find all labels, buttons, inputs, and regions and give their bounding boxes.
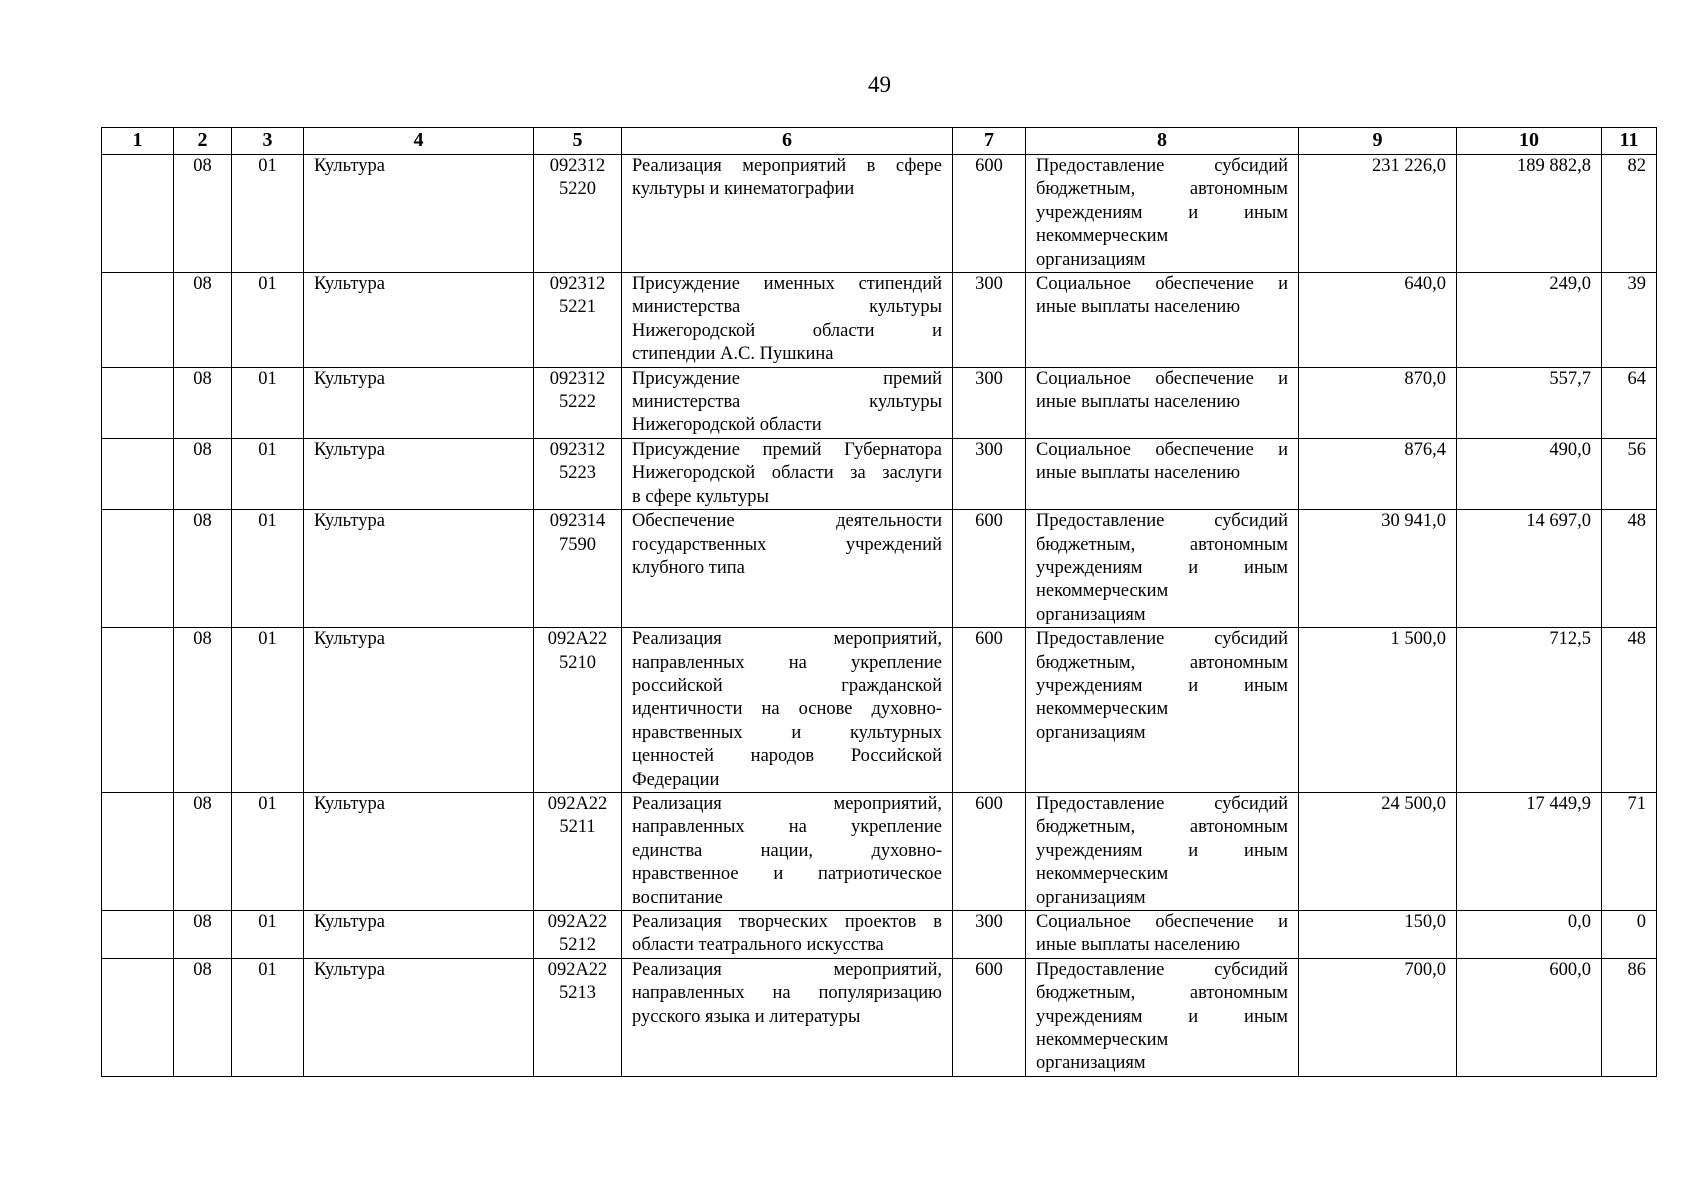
target-article-part: 092312 [549, 156, 606, 176]
column-header-11: 11 [1602, 128, 1657, 155]
executed-amount-cell: 712,5 [1457, 628, 1602, 793]
program-description-cell [622, 958, 953, 1076]
planned-amount-cell: 24 500,0 [1299, 792, 1457, 910]
text-line: бюджетным, автономным [1036, 534, 1288, 555]
section-code-cell: 08 [174, 367, 232, 438]
text-line: Социальное обеспечение и [1036, 439, 1288, 460]
execution-percent-cell: 56 [1602, 438, 1657, 509]
row-number-cell [102, 367, 174, 438]
expense-type-name-cell [1026, 273, 1299, 368]
target-article-part: 5211 [559, 817, 596, 838]
execution-percent-cell: 48 [1602, 628, 1657, 793]
subsection-code-cell: 01 [232, 628, 304, 793]
section-code-cell: 08 [174, 911, 232, 959]
text-line: учреждениям и иным [1036, 1006, 1288, 1027]
text-line: Реализация мероприятий, [632, 793, 942, 814]
text-line: некоммерческим [1036, 864, 1169, 885]
column-header-2: 2 [174, 128, 232, 155]
executed-amount-cell: 189 882,8 [1457, 155, 1602, 273]
text-line: бюджетным, автономным [1036, 652, 1288, 673]
target-article-cell [534, 792, 622, 910]
text-line: Социальное обеспечение и [1036, 368, 1288, 389]
planned-amount-cell: 870,0 [1299, 367, 1457, 438]
column-header-7: 7 [953, 128, 1026, 155]
target-article-part: 5223 [559, 463, 596, 484]
text-line: Присуждение премий [632, 368, 942, 389]
row-number-cell [102, 438, 174, 509]
target-article-part: 5210 [559, 652, 596, 673]
text-line: Реализация мероприятий, [632, 629, 942, 650]
table-row [102, 438, 1657, 509]
table-row [102, 367, 1657, 438]
text-line: русского языка и литературы [632, 1006, 861, 1027]
planned-amount-cell: 640,0 [1299, 273, 1457, 368]
subsection-code-cell: 01 [232, 273, 304, 368]
column-header-8: 8 [1026, 128, 1299, 155]
program-description-cell [622, 273, 953, 368]
text-line: бюджетным, автономным [1036, 179, 1288, 200]
column-header-1: 1 [102, 128, 174, 155]
column-header-9: 9 [1299, 128, 1457, 155]
text-line: некоммерческим [1036, 699, 1169, 720]
expense-type-name-cell [1026, 958, 1299, 1076]
subsection-code-cell: 01 [232, 958, 304, 1076]
program-description-cell [622, 367, 953, 438]
target-article-part: 7590 [559, 534, 596, 555]
table-header-row [102, 128, 1657, 155]
subsection-code-cell: 01 [232, 438, 304, 509]
expense-type-cell: 600 [953, 510, 1026, 628]
text-line: организациям [1036, 249, 1146, 270]
text-line: Предоставление субсидий [1036, 959, 1288, 980]
text-line: Присуждение именных стипендий [632, 274, 942, 295]
expense-type-cell: 300 [953, 438, 1026, 509]
text-line: нравственное и патриотическое [632, 864, 942, 885]
text-line: организациям [1036, 1053, 1146, 1074]
budget-table [101, 127, 1657, 1077]
target-article-part: 092314 [549, 511, 606, 532]
planned-amount-cell: 876,4 [1299, 438, 1457, 509]
text-line: Обеспечение деятельности [632, 511, 942, 532]
column-header-6: 6 [622, 128, 953, 155]
text-line: Предоставление субсидий [1036, 511, 1288, 532]
executed-amount-cell: 557,7 [1457, 367, 1602, 438]
target-article-cell [534, 628, 622, 793]
target-article-part: 092312 [549, 439, 606, 460]
section-code-cell: 08 [174, 792, 232, 910]
row-number-cell [102, 510, 174, 628]
text-line: направленных на укрепление [632, 652, 942, 673]
text-line: Реализация творческих проектов в [632, 912, 942, 932]
text-line: министерства культуры [632, 297, 942, 318]
execution-percent-cell: 0 [1602, 911, 1657, 959]
text-line: некоммерческим [1036, 226, 1169, 247]
row-number-cell [102, 958, 174, 1076]
text-line: Социальное обеспечение и [1036, 912, 1288, 932]
execution-percent-cell: 48 [1602, 510, 1657, 628]
text-line: иные выплаты населению [1036, 297, 1241, 318]
section-code-cell: 08 [174, 273, 232, 368]
text-line: иные выплаты населению [1036, 392, 1241, 413]
execution-percent-cell: 71 [1602, 792, 1657, 910]
program-description-cell [622, 438, 953, 509]
target-article-part: 092312 [549, 274, 606, 295]
text-line: некоммерческим [1036, 1030, 1169, 1051]
subsection-code-cell: 01 [232, 792, 304, 910]
text-line: Реализация мероприятий, [632, 959, 942, 980]
expense-type-name-cell [1026, 628, 1299, 793]
executed-amount-cell: 0,0 [1457, 911, 1602, 959]
expense-type-cell: 300 [953, 911, 1026, 959]
executed-amount-cell: 14 697,0 [1457, 510, 1602, 628]
target-article-part: 092312 [549, 368, 606, 389]
column-header-4: 4 [304, 128, 534, 155]
expense-type-cell: 300 [953, 367, 1026, 438]
target-article-part: 5222 [559, 392, 596, 413]
text-line: Предоставление субсидий [1036, 156, 1288, 176]
row-number-cell [102, 628, 174, 793]
text-line: направленных на укрепление [632, 817, 942, 838]
row-number-cell [102, 155, 174, 273]
section-name-cell: Культура [304, 273, 534, 368]
target-article-cell [534, 155, 622, 273]
target-article-cell [534, 367, 622, 438]
row-number-cell [102, 911, 174, 959]
target-article-cell [534, 911, 622, 959]
section-name-cell: Культура [304, 155, 534, 273]
expense-type-cell: 600 [953, 628, 1026, 793]
text-line: учреждениям и иным [1036, 202, 1288, 223]
section-name-cell: Культура [304, 958, 534, 1076]
text-line: Нижегородской области за заслуги [632, 463, 942, 484]
text-line: воспитание [632, 887, 723, 908]
expense-type-name-cell [1026, 911, 1299, 959]
text-line: государственных учреждений [632, 534, 942, 555]
target-article-part: 5212 [559, 935, 596, 956]
table-row [102, 958, 1657, 1076]
table-row [102, 273, 1657, 368]
target-article-part: 092A22 [547, 959, 608, 980]
planned-amount-cell: 150,0 [1299, 911, 1457, 959]
text-line: Предоставление субсидий [1036, 793, 1288, 814]
section-name-cell: Культура [304, 510, 534, 628]
page-number: 49 [868, 72, 891, 97]
text-line: организациям [1036, 722, 1146, 743]
subsection-code-cell: 01 [232, 155, 304, 273]
text-line: Федерации [632, 769, 720, 790]
text-line: нравственных и культурных [632, 722, 942, 743]
text-line: клубного типа [632, 557, 745, 578]
program-description-cell [622, 155, 953, 273]
text-line: организациям [1036, 604, 1146, 625]
executed-amount-cell: 600,0 [1457, 958, 1602, 1076]
text-line: единства нации, духовно- [632, 840, 942, 861]
text-line: в сфере культуры [632, 486, 769, 507]
text-line: некоммерческим [1036, 581, 1169, 602]
expense-type-cell: 600 [953, 155, 1026, 273]
executed-amount-cell: 249,0 [1457, 273, 1602, 368]
row-number-cell [102, 273, 174, 368]
table-body [102, 155, 1657, 1077]
text-line: российской гражданской [632, 675, 942, 696]
text-line: учреждениям и иным [1036, 557, 1288, 578]
text-line: Присуждение премий Губернатора [632, 439, 942, 460]
program-description-cell [622, 510, 953, 628]
section-name-cell: Культура [304, 911, 534, 959]
subsection-code-cell: 01 [232, 510, 304, 628]
target-article-cell [534, 510, 622, 628]
section-code-cell: 08 [174, 510, 232, 628]
text-line: Нижегородской области [632, 415, 822, 436]
target-article-part: 092A22 [547, 629, 608, 650]
section-name-cell: Культура [304, 628, 534, 793]
expense-type-name-cell [1026, 792, 1299, 910]
text-line: бюджетным, автономным [1036, 983, 1288, 1004]
execution-percent-cell: 82 [1602, 155, 1657, 273]
target-article-part: 092A22 [547, 793, 608, 814]
column-header-10: 10 [1457, 128, 1602, 155]
text-line: Реализация мероприятий в сфере [632, 156, 942, 176]
execution-percent-cell: 39 [1602, 273, 1657, 368]
target-article-part: 5221 [559, 297, 596, 318]
text-line: бюджетным, автономным [1036, 817, 1288, 838]
planned-amount-cell: 700,0 [1299, 958, 1457, 1076]
section-name-cell: Культура [304, 438, 534, 509]
execution-percent-cell: 86 [1602, 958, 1657, 1076]
text-line: Социальное обеспечение и [1036, 274, 1288, 295]
target-article-cell [534, 438, 622, 509]
section-code-cell: 08 [174, 438, 232, 509]
expense-type-cell: 600 [953, 958, 1026, 1076]
expense-type-name-cell [1026, 367, 1299, 438]
table-row [102, 792, 1657, 910]
expense-type-name-cell [1026, 510, 1299, 628]
text-line: ценностей народов Российской [632, 746, 942, 767]
text-line: иные выплаты населению [1036, 463, 1241, 484]
section-code-cell: 08 [174, 958, 232, 1076]
text-line: иные выплаты населению [1036, 935, 1241, 956]
expense-type-cell: 300 [953, 273, 1026, 368]
subsection-code-cell: 01 [232, 367, 304, 438]
target-article-part: 5213 [559, 983, 596, 1004]
table-row [102, 911, 1657, 959]
target-article-cell [534, 273, 622, 368]
text-line: Нижегородской области и [632, 320, 942, 341]
target-article-part: 5220 [559, 179, 596, 200]
planned-amount-cell: 231 226,0 [1299, 155, 1457, 273]
table-row [102, 628, 1657, 793]
row-number-cell [102, 792, 174, 910]
planned-amount-cell: 1 500,0 [1299, 628, 1457, 793]
executed-amount-cell: 17 449,9 [1457, 792, 1602, 910]
subsection-code-cell: 01 [232, 911, 304, 959]
expense-type-name-cell [1026, 438, 1299, 509]
target-article-part: 092A22 [547, 912, 608, 932]
executed-amount-cell: 490,0 [1457, 438, 1602, 509]
program-description-cell [622, 911, 953, 959]
text-line: области театрального искусства [632, 935, 884, 956]
text-line: культуры и кинематографии [632, 179, 855, 200]
text-line: направленных на популяризацию [632, 983, 942, 1004]
section-name-cell: Культура [304, 367, 534, 438]
program-description-cell [622, 628, 953, 793]
text-line: учреждениям и иным [1036, 675, 1288, 696]
text-line: организациям [1036, 887, 1146, 908]
program-description-cell [622, 792, 953, 910]
section-code-cell: 08 [174, 155, 232, 273]
expense-type-name-cell [1026, 155, 1299, 273]
text-line: идентичности на основе духовно- [632, 699, 942, 720]
planned-amount-cell: 30 941,0 [1299, 510, 1457, 628]
text-line: стипендии А.С. Пушкина [632, 344, 834, 365]
text-line: министерства культуры [632, 392, 942, 413]
table-row [102, 510, 1657, 628]
target-article-cell [534, 958, 622, 1076]
table-row [102, 155, 1657, 273]
text-line: учреждениям и иным [1036, 840, 1288, 861]
section-name-cell: Культура [304, 792, 534, 910]
section-code-cell: 08 [174, 628, 232, 793]
text-line: Предоставление субсидий [1036, 629, 1288, 650]
expense-type-cell: 600 [953, 792, 1026, 910]
column-header-3: 3 [232, 128, 304, 155]
column-header-5: 5 [534, 128, 622, 155]
execution-percent-cell: 64 [1602, 367, 1657, 438]
